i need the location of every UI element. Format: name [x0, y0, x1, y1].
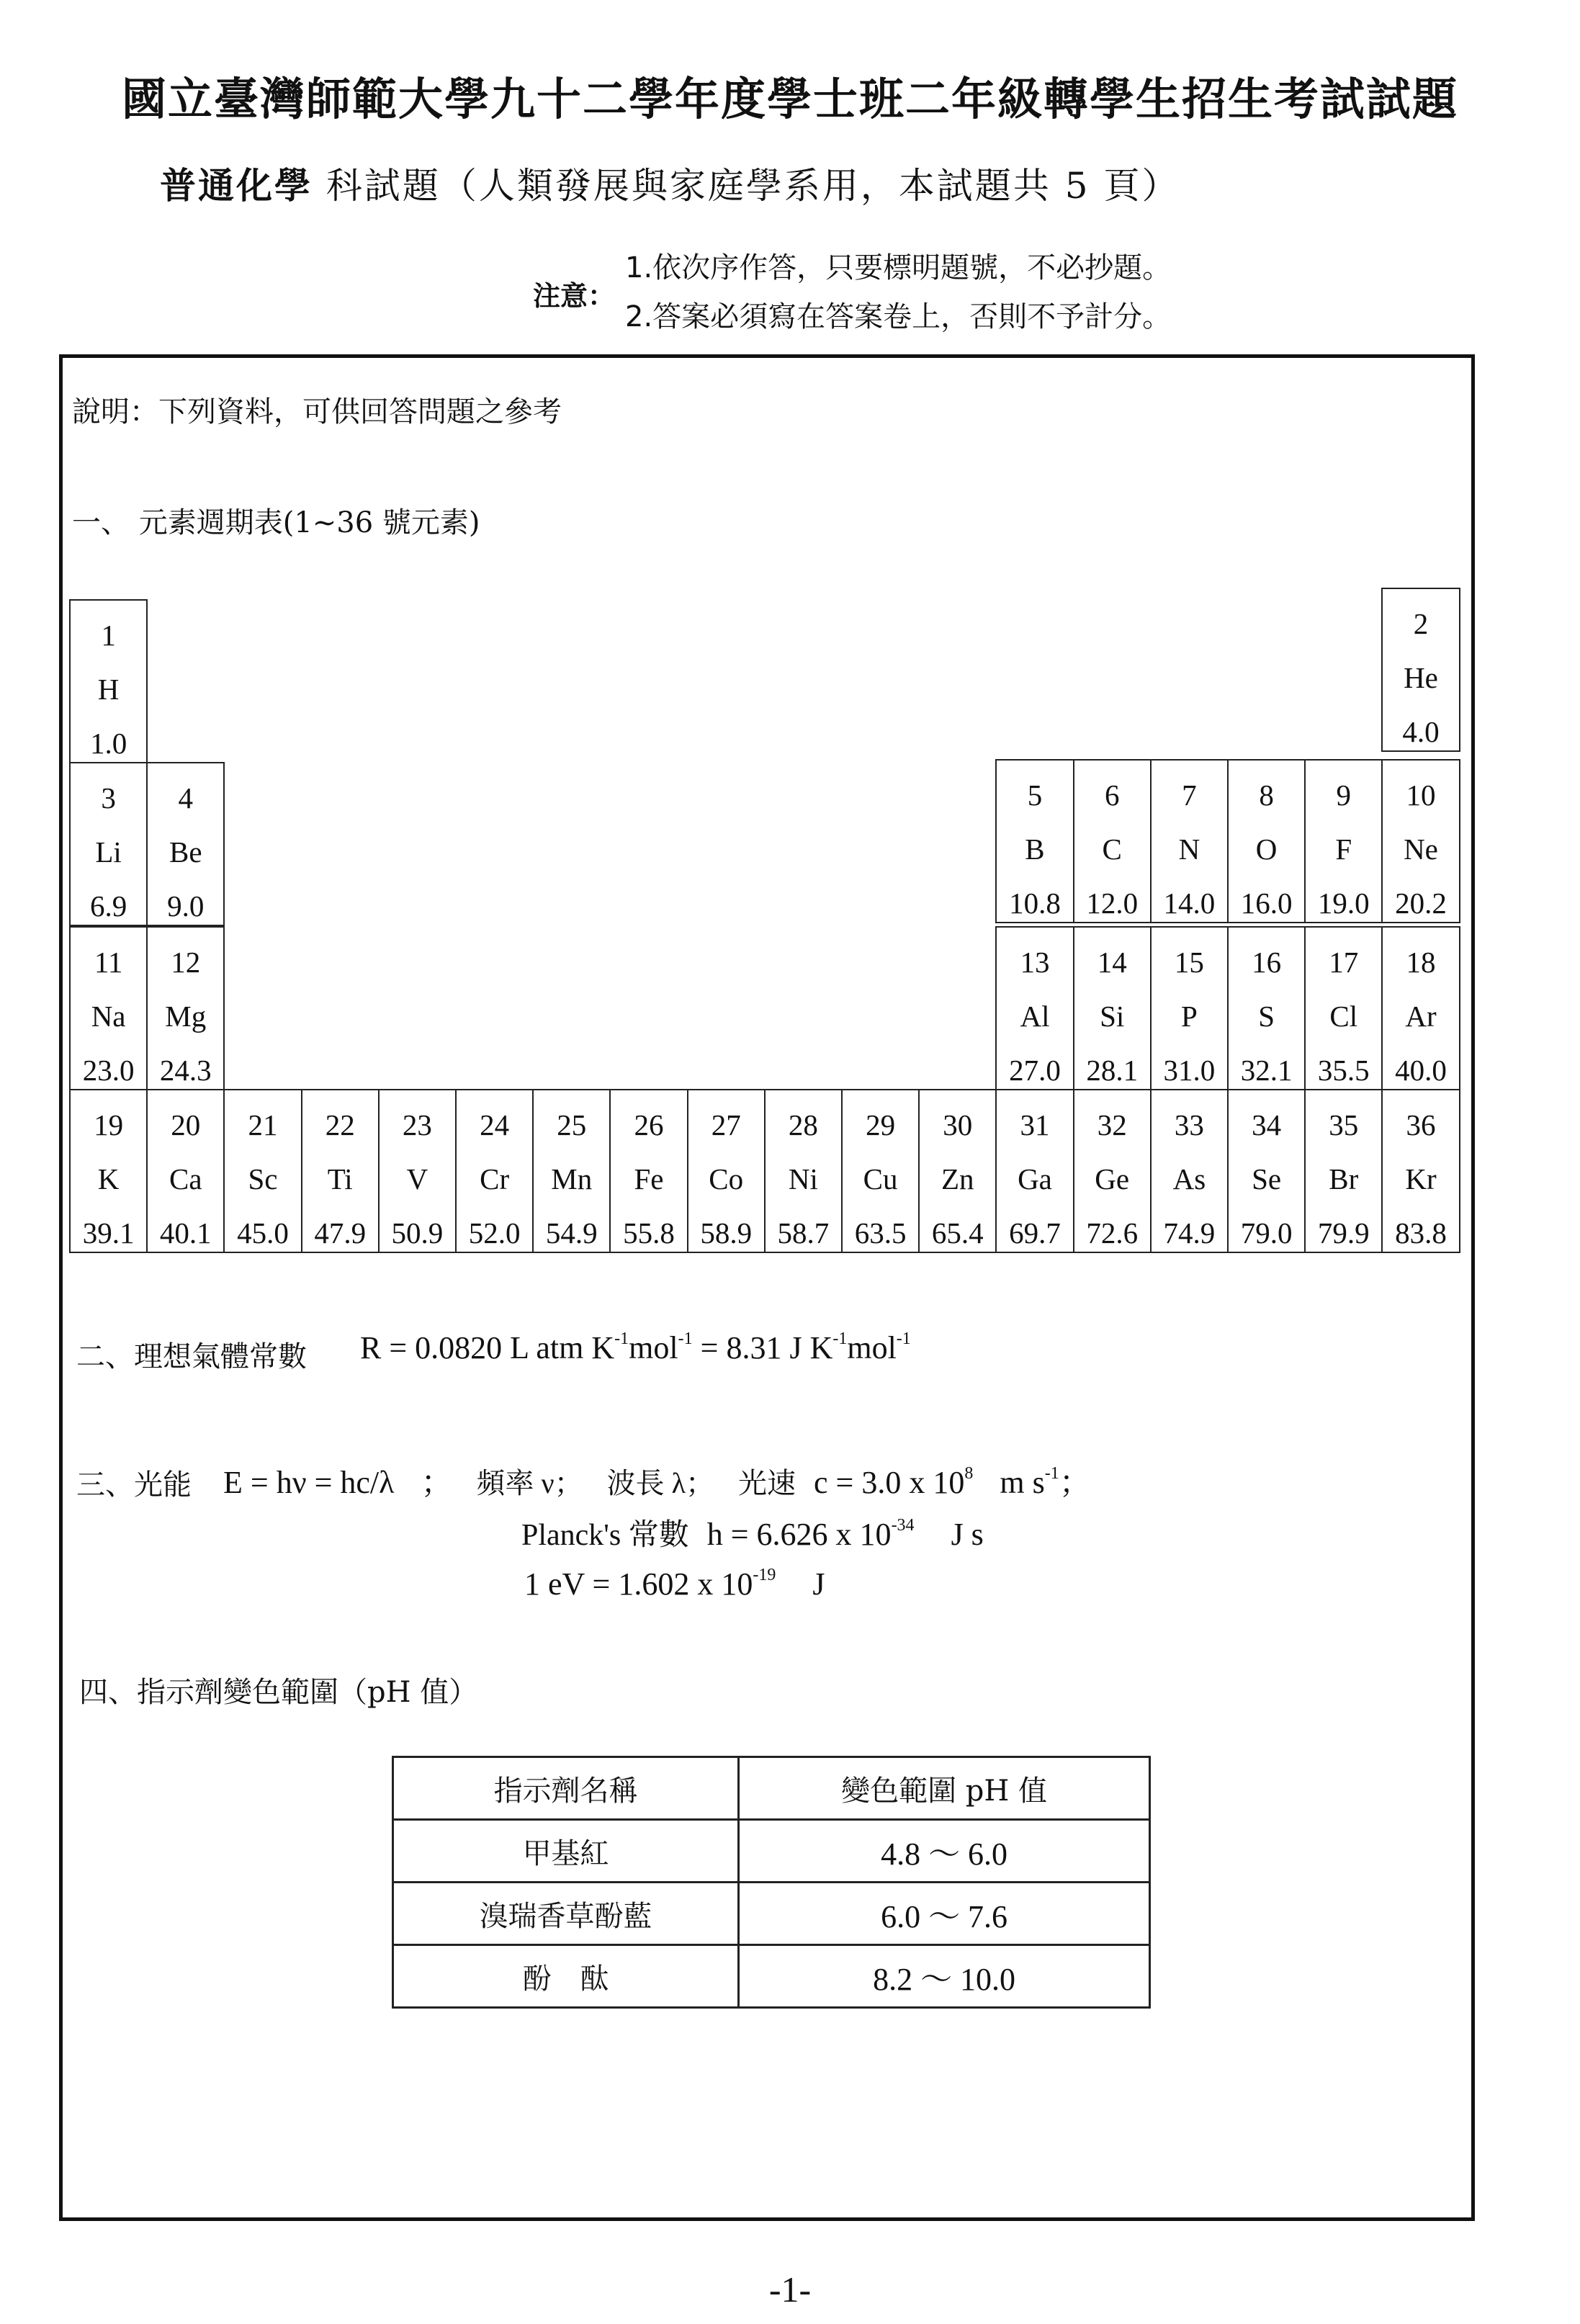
- atomic-mass: 27.0: [1009, 1054, 1061, 1087]
- atomic-number: 8: [1259, 779, 1274, 812]
- atomic-number: 28: [788, 1108, 818, 1141]
- element-cell-p: [1150, 926, 1229, 1090]
- atomic-number: 11: [94, 946, 123, 979]
- atomic-number: 27: [711, 1108, 741, 1141]
- atomic-number: 36: [1406, 1108, 1436, 1141]
- atomic-mass: 24.3: [159, 1054, 212, 1087]
- atomic-mass: 23.0: [82, 1054, 135, 1087]
- atomic-mass: 58.7: [777, 1216, 830, 1250]
- intro-text: 說明：下列資料，可供回答問題之參考: [72, 395, 562, 429]
- gas-eq-sup-1: -1: [614, 1329, 629, 1349]
- atomic-number: 25: [557, 1108, 587, 1141]
- atomic-mass: 31.0: [1163, 1054, 1216, 1087]
- element-symbol: Br: [1329, 1162, 1359, 1195]
- speed-unit-exponent: -1: [1044, 1464, 1059, 1484]
- periodic-table-title: 一、 元素週期表(1~36 號元素): [72, 506, 480, 539]
- gas-constant-label: 二、理想氣體常數: [76, 1340, 307, 1373]
- element-symbol: Zn: [941, 1162, 974, 1195]
- atomic-mass: 4.0: [1402, 715, 1440, 748]
- element-cell-mn: [532, 1089, 611, 1253]
- speed-exponent: 8: [964, 1464, 974, 1484]
- atomic-mass: 50.9: [391, 1216, 444, 1250]
- element-symbol: B: [1025, 833, 1045, 866]
- atomic-mass: 40.0: [1395, 1054, 1447, 1087]
- element-symbol: V: [406, 1162, 428, 1195]
- element-cell-k: [69, 1089, 148, 1253]
- atomic-mass: 79.9: [1317, 1216, 1370, 1250]
- element-symbol: Ar: [1405, 1000, 1437, 1033]
- element-cell-br: [1304, 1089, 1383, 1253]
- element-cell-na: [69, 926, 148, 1090]
- element-cell-be: [146, 762, 225, 926]
- subject-name: 普通化學: [160, 164, 313, 207]
- ev-value: 1 eV = 1.602 x 10: [524, 1566, 753, 1602]
- atomic-mass: 39.1: [82, 1216, 135, 1250]
- gas-eq-sup-2: -1: [678, 1329, 693, 1349]
- atomic-number: 22: [325, 1108, 355, 1141]
- atomic-number: 29: [866, 1108, 896, 1141]
- atomic-mass: 10.8: [1009, 887, 1061, 920]
- page-number: -1-: [768, 2269, 812, 2310]
- element-cell-ga: [995, 1089, 1074, 1253]
- element-symbol: P: [1180, 1000, 1198, 1033]
- element-cell-o: [1227, 759, 1306, 923]
- photon-energy-equation: E = hν = hc/λ: [223, 1465, 395, 1500]
- indicator-range: 4.8 ～ 6.0: [739, 1820, 1150, 1883]
- atomic-number: 5: [1027, 779, 1043, 812]
- atomic-number: 14: [1097, 946, 1127, 979]
- element-cell-ne: [1381, 759, 1460, 923]
- indicator-range: 6.0 ～ 7.6: [739, 1883, 1150, 1945]
- element-symbol: K: [97, 1162, 120, 1195]
- atomic-mass: 9.0: [167, 889, 205, 923]
- element-symbol: Ti: [327, 1162, 353, 1195]
- atomic-mass: 28.1: [1086, 1054, 1139, 1087]
- gas-eq-mol-2: mol: [847, 1330, 897, 1365]
- element-symbol: Al: [1020, 1000, 1050, 1033]
- gas-constant-equation: [360, 1329, 911, 1366]
- atomic-number: 13: [1020, 946, 1050, 979]
- element-cell-b: [995, 759, 1074, 923]
- atomic-number: 3: [101, 781, 116, 815]
- atomic-mass: 58.9: [700, 1216, 753, 1250]
- atomic-number: 34: [1252, 1108, 1282, 1141]
- gas-eq-sup-3: -1: [832, 1329, 848, 1349]
- indicator-section-title: 四、指示劑變色範圍（pH 值）: [79, 1676, 478, 1709]
- atomic-number: 24: [480, 1108, 510, 1141]
- element-cell-al: [995, 926, 1074, 1090]
- header-ph-range: 變色範圍 pH 值: [739, 1757, 1150, 1820]
- table-row: [393, 1883, 1150, 1945]
- planck-label: Planck's 常數: [521, 1519, 689, 1552]
- gas-eq-sup-4: -1: [896, 1329, 911, 1349]
- atomic-number: 17: [1329, 946, 1359, 979]
- element-symbol: Na: [91, 1000, 126, 1033]
- light-energy-label: 三、光能: [76, 1468, 192, 1502]
- table-row: [393, 1820, 1150, 1883]
- atomic-number: 31: [1020, 1108, 1050, 1141]
- element-symbol: Cu: [863, 1162, 898, 1195]
- element-cell-s: [1227, 926, 1306, 1090]
- element-cell-li: [69, 762, 148, 926]
- indicator-name: 溴瑞香草酚藍: [393, 1883, 739, 1945]
- planck-unit: J s: [951, 1517, 984, 1552]
- atomic-mass: 63.5: [854, 1216, 907, 1250]
- line-end: ；: [1059, 1465, 1091, 1500]
- element-cell-h: [69, 599, 148, 763]
- element-cell-zn: [918, 1089, 997, 1253]
- element-symbol: Cr: [480, 1162, 510, 1195]
- element-cell-v: [378, 1089, 457, 1253]
- indicator-range: 8.2 ～ 10.0: [739, 1945, 1150, 2008]
- atomic-mass: 55.8: [623, 1216, 675, 1250]
- notice-item-2: 2.答案必須寫在答案卷上，否則不予計分。: [625, 300, 1172, 333]
- element-cell-se: [1227, 1089, 1306, 1253]
- element-symbol: C: [1102, 833, 1122, 866]
- indicator-name: 甲基紅: [393, 1820, 739, 1883]
- element-cell-cl: [1304, 926, 1383, 1090]
- planck-constant-line: [521, 1511, 984, 1554]
- atomic-number: 23: [402, 1108, 432, 1141]
- atomic-mass: 1.0: [89, 727, 127, 760]
- element-symbol: F: [1335, 833, 1352, 866]
- atomic-number: 35: [1329, 1108, 1359, 1141]
- atomic-mass: 47.9: [314, 1216, 367, 1250]
- element-cell-ni: [764, 1089, 843, 1253]
- element-symbol: Ga: [1018, 1162, 1052, 1195]
- element-symbol: Ne: [1404, 833, 1438, 866]
- atomic-mass: 69.7: [1009, 1216, 1061, 1250]
- atomic-number: 12: [171, 946, 201, 979]
- element-cell-c: [1073, 759, 1152, 923]
- element-symbol: Co: [709, 1162, 744, 1195]
- atomic-number: 18: [1406, 946, 1436, 979]
- atomic-number: 4: [178, 781, 194, 815]
- element-cell-mg: [146, 926, 225, 1090]
- atomic-number: 26: [634, 1108, 664, 1141]
- atomic-number: 19: [94, 1108, 124, 1141]
- indicator-table: [392, 1756, 1151, 2009]
- speed-unit: m s: [1000, 1465, 1045, 1500]
- element-symbol: As: [1172, 1162, 1206, 1195]
- element-symbol: Ge: [1095, 1162, 1130, 1195]
- gas-eq-mol-1: mol: [629, 1330, 678, 1365]
- atomic-mass: 45.0: [237, 1216, 289, 1250]
- ev-exponent: -19: [753, 1566, 776, 1585]
- element-cell-cu: [841, 1089, 920, 1253]
- element-cell-si: [1073, 926, 1152, 1090]
- element-symbol: He: [1404, 661, 1438, 694]
- atomic-number: 9: [1336, 779, 1352, 812]
- element-cell-f: [1304, 759, 1383, 923]
- gas-eq-part-a: R = 0.0820 L atm K: [360, 1330, 615, 1365]
- atomic-number: 30: [943, 1108, 973, 1141]
- planck-value: h = 6.626 x 10: [706, 1517, 892, 1552]
- notice-item-1: 1.依次序作答，只要標明題號，不必抄題。: [625, 251, 1172, 284]
- atomic-mass: 65.4: [931, 1216, 984, 1250]
- atomic-mass: 72.6: [1086, 1216, 1139, 1250]
- element-cell-n: [1150, 759, 1229, 923]
- atomic-mass: 74.9: [1163, 1216, 1216, 1250]
- element-symbol: Cl: [1329, 1000, 1358, 1033]
- element-symbol: Ni: [788, 1162, 818, 1195]
- element-symbol: Se: [1252, 1162, 1282, 1195]
- separator: ；: [421, 1465, 453, 1500]
- atomic-mass: 19.0: [1317, 887, 1370, 920]
- element-symbol: Kr: [1405, 1162, 1437, 1195]
- atomic-mass: 35.5: [1317, 1054, 1370, 1087]
- exam-title: 國立臺灣師範大學九十二學年度學士班二年級轉學生招生考試試題: [121, 73, 1458, 125]
- atomic-number: 32: [1097, 1108, 1127, 1141]
- atomic-mass: 12.0: [1086, 887, 1139, 920]
- element-cell-fe: [609, 1089, 688, 1253]
- atomic-mass: 54.9: [545, 1216, 598, 1250]
- table-header-row: [393, 1757, 1150, 1820]
- element-cell-as: [1150, 1089, 1229, 1253]
- atomic-number: 33: [1174, 1108, 1204, 1141]
- atomic-mass: 16.0: [1240, 887, 1293, 920]
- element-symbol: Mg: [165, 1000, 207, 1033]
- ev-unit: J: [812, 1566, 825, 1602]
- atomic-number: 16: [1252, 946, 1282, 979]
- atomic-number: 1: [101, 619, 116, 652]
- element-cell-sc: [223, 1089, 302, 1253]
- element-symbol: S: [1258, 1000, 1275, 1033]
- atomic-number: 15: [1174, 946, 1204, 979]
- speed-of-light-label: 光速: [738, 1467, 796, 1499]
- atomic-mass: 52.0: [468, 1216, 521, 1250]
- atomic-mass: 40.1: [159, 1216, 212, 1250]
- planck-exponent: -34: [891, 1516, 915, 1535]
- atomic-number: 6: [1104, 779, 1120, 812]
- indicator-name: 酚 酞: [393, 1945, 739, 2008]
- element-symbol: Mn: [551, 1162, 593, 1195]
- element-cell-ar: [1381, 926, 1460, 1090]
- electron-volt-line: [524, 1566, 825, 1602]
- element-symbol: Sc: [248, 1162, 278, 1195]
- atomic-number: 10: [1406, 779, 1436, 812]
- atomic-number: 21: [248, 1108, 278, 1141]
- wavelength-label: 波長 λ；: [606, 1467, 714, 1499]
- gas-eq-part-b: = 8.31 J K: [692, 1330, 833, 1365]
- subtitle-rest: 科試題（人類發展與家庭學系用，本試題共 5 頁）: [326, 165, 1180, 207]
- element-symbol: Fe: [634, 1162, 664, 1195]
- atomic-mass: 32.1: [1240, 1054, 1293, 1087]
- element-symbol: O: [1255, 833, 1278, 866]
- element-symbol: N: [1178, 833, 1200, 866]
- notice-label: 注意：: [533, 279, 616, 312]
- atomic-mass: 20.2: [1395, 887, 1447, 920]
- header-indicator-name: 指示劑名稱: [393, 1757, 739, 1820]
- atomic-mass: 14.0: [1163, 887, 1216, 920]
- atomic-number: 7: [1182, 779, 1197, 812]
- element-symbol: Si: [1100, 1000, 1125, 1033]
- element-symbol: Ca: [169, 1162, 202, 1195]
- element-symbol: Be: [169, 835, 202, 869]
- atomic-number: 2: [1413, 607, 1429, 640]
- element-cell-kr: [1381, 1089, 1460, 1253]
- element-symbol: H: [97, 673, 120, 706]
- element-cell-co: [687, 1089, 766, 1253]
- element-cell-ge: [1073, 1089, 1152, 1253]
- element-cell-ti: [301, 1089, 380, 1253]
- light-energy-line: [223, 1456, 1091, 1502]
- element-cell-cr: [455, 1089, 534, 1253]
- atomic-number: 20: [171, 1108, 201, 1141]
- atomic-mass: 6.9: [89, 889, 127, 923]
- frequency-label: 頻率 ν；: [476, 1467, 583, 1499]
- atomic-mass: 79.0: [1240, 1216, 1293, 1250]
- element-symbol: Li: [95, 835, 122, 869]
- element-cell-ca: [146, 1089, 225, 1253]
- element-cell-he: [1381, 588, 1460, 752]
- speed-of-light-value: c = 3.0 x 10: [814, 1465, 965, 1500]
- atomic-mass: 83.8: [1395, 1216, 1447, 1250]
- table-row: [393, 1945, 1150, 2008]
